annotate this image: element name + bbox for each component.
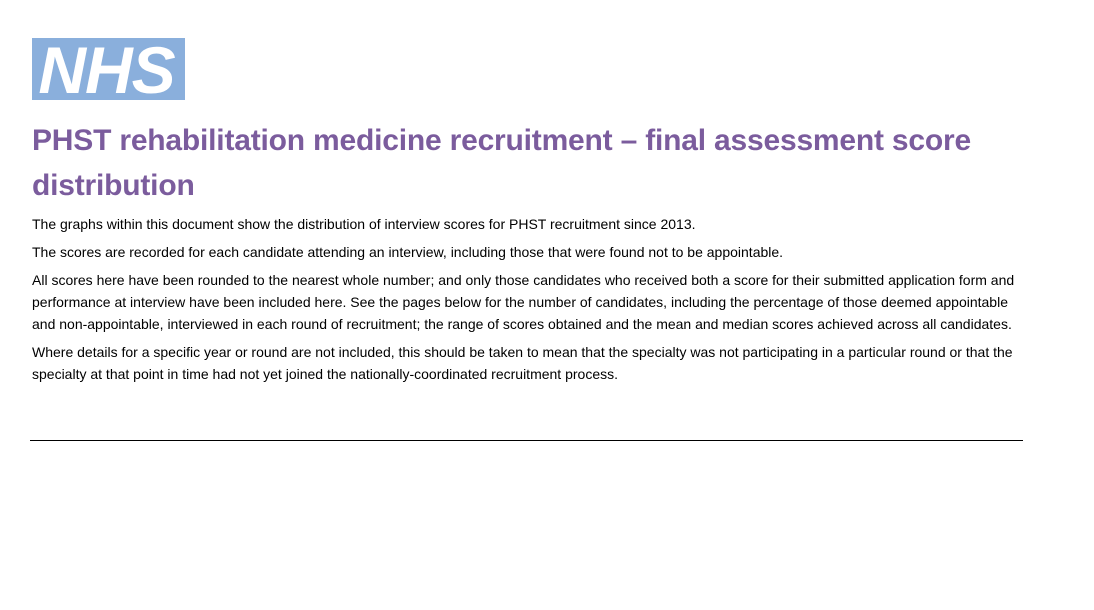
paragraph-missing-details: Where details for a specific year or round are not included, this should be taken to mean that the specialty was not participating in a particular round or that the specialty at that point in time had not yet joined the nationally-coordinated recruitment process. (32, 344, 1013, 382)
nhs-logo (32, 38, 185, 100)
document-title: PHST rehabilitation medicine recruitment – final assessment score distribution (32, 124, 971, 202)
horizontal-divider (30, 440, 1023, 441)
paragraph-rounding: All scores here have been rounded to the nearest whole number; and only those candidates who received both a score for their submitted application form and performance at interview have been included here. See the pages below for the number of candidates, including the percentage of those deemed appointable and non-appointable, interviewed in each round of recruitment; the range of scores obtained and the mean and median scores achieved across all candidates. (32, 272, 1015, 332)
nhs-logo-text: NHS (38, 38, 175, 100)
paragraph-intro: The graphs within this document show the distribution of interview scores for PHST recruitment since 2013. (32, 216, 696, 232)
document-body (32, 213, 1032, 391)
paragraph-scores-recorded: The scores are recorded for each candidate attending an interview, including those that were found not to be appointable. (32, 244, 784, 260)
